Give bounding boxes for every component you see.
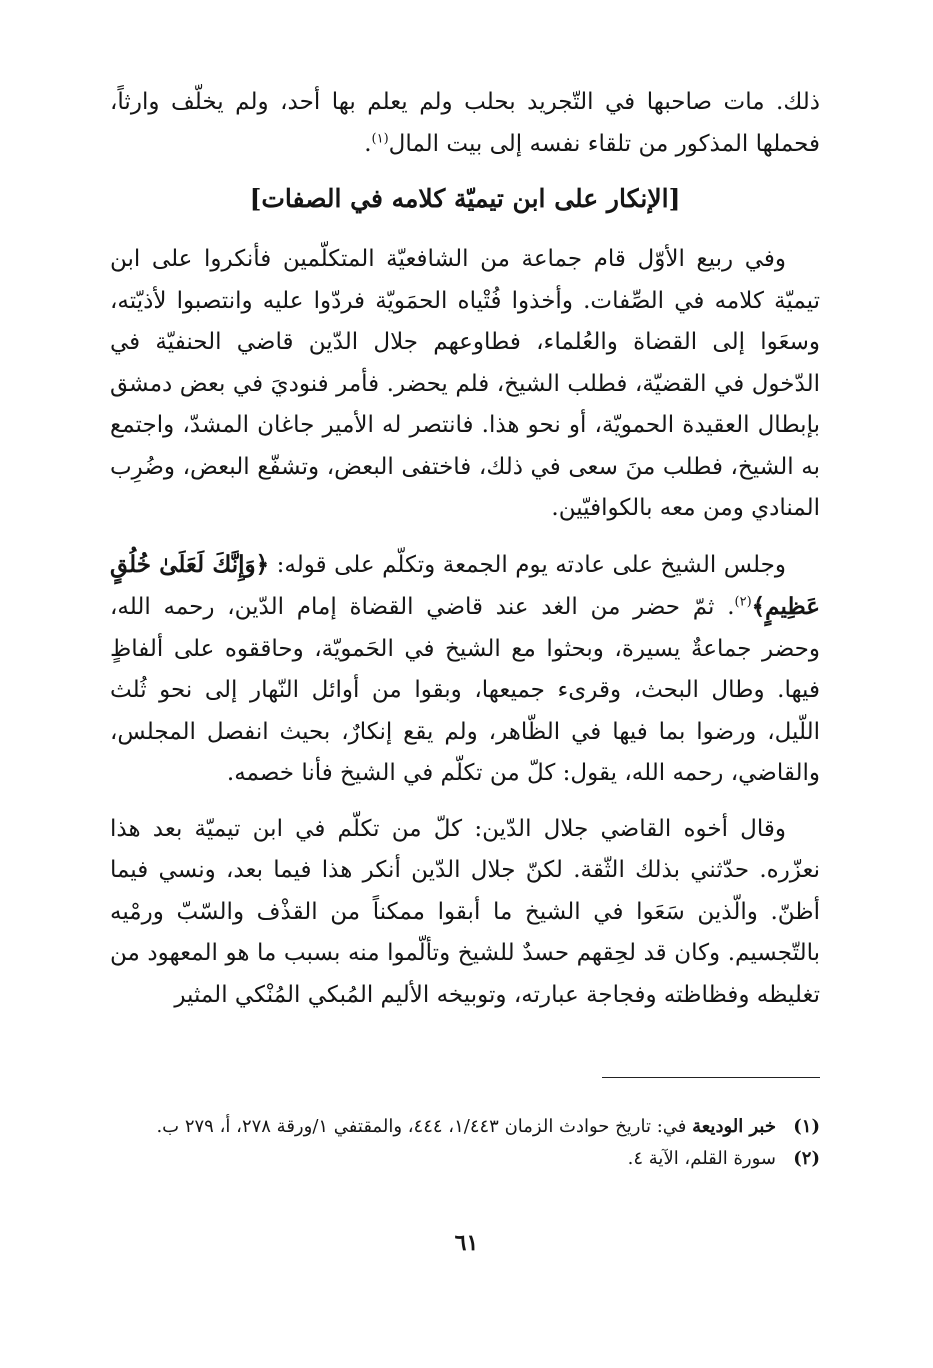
footnote-1-bold: خبر الوديعة [692,1116,776,1137]
footnote-ref-1[interactable]: (١) [371,130,389,146]
paragraph-intro-text: ذلك. مات صاحبها في التّجريد بحلب ولم يعلم بها أحد، ولم يخلّف وارثاً، فحملها المذكور من تلقاء نفسه إلى بيت المال [110,89,820,157]
paragraph-intro-end: . [364,130,372,157]
paragraph-2 [110,544,820,795]
footnote-1-body: في: تاريخ حوادث الزمان ١/٤٤٣، ٤٤٤، والمقتفي ١/ورقة ٢٧٨، أ، ٢٧٩ ب. [156,1116,693,1137]
footnotes [110,1112,820,1176]
footnote-separator [602,1077,820,1078]
page-number: ٦١ [454,1230,479,1256]
page-content [110,70,820,1030]
footnote-1-number: (١) [793,1116,820,1137]
footnote-2 [110,1144,820,1174]
footnote-1 [110,1112,820,1142]
paragraph-3: وقال أخوه القاضي جلال الدّين: كلّ من تكلّم في ابن تيميّة بعد هذا نعزّره. حدّثني بذلك الثّقة. لكنّ جلال الدّين أنكر هذا فيما بعد، ونسي فيما أظنّ. والّذين سَعَوا في الشيخ ما أبقوا ممكناً من القذْف والسّبّ ورمْيه بالتّجسيم. وكان قد لحِقهم حسدٌ للشيخ وتألّموا منه بسبب ما هو المعهود من تغليظه وفظاظته وفجاجة عبارته، وتوبيخه الأليم المُبكي المُنْكي المثير [110,815,820,1008]
paragraph-intro [110,82,820,165]
footnote-ref-2[interactable]: (٢) [734,594,752,610]
quran-verse: ﴿وَإِنَّكَ لَعَلَىٰ خُلُقٍ عَظِيمٍ﴾ [110,550,820,620]
paragraph-2-after: . ثمّ حضر من الغد عند قاضي القضاة إمام الدّين، رحمه الله، وحضر جماعةٌ يسيرة، وبحثوا مع الشيخ في الحَمويّة، وحاققوه على ألفاظٍ فيها. وطال البحث، وقرىء جميعها، وبقوا من أوائل النّهار إلى نحو ثُلث اللّيل، ورضوا بما فيها في الظّاهر، ولم يقع إنكارٌ، بحيث انفصل المجلس، والقاضي، رحمه الله، يقول: كلّ من تكلّم في الشيخ فأنا خصمه. [110,594,820,786]
footnote-2-text: سورة القلم، الآية ٤. [627,1148,776,1169]
footnote-1-text [110,1112,776,1142]
paragraph-1: وفي ربيع الأوّل قام جماعة من الشافعيّة المتكلّمين فأنكروا على ابن تيميّة كلامه في الصِّفات. وأخذوا فُتْياه الحمَويّة فردّوا عليه وانتصبوا لأذيّته، وسعَوا إلى القضاة والعُلماء، فطاوعهم جلال الدّين قاضي الحنفيّة في الدّخول في القضيّة، فطلب الشيخ، فلم يحضر. فأمر فنوديَ في بعض دمشق بإبطال العقيدة الحمويّة، أو نحو هذا. فانتصر له الأمير جاغان المشدّ، واجتمع به الشيخ، فطلب منَ سعى في ذلك، فاختفى البعض، وتشفّع البعض، وضُرِب المنادي ومن معه بالكوافيّين. [110,246,820,521]
section-heading: [الإنكار على ابن تيميّة كلامه في الصفات] [249,184,681,213]
footnote-2-number: (٢) [793,1148,820,1169]
paragraph-2-before: وجلس الشيخ على عادته يوم الجمعة وتكلّم على قوله: [269,551,786,578]
